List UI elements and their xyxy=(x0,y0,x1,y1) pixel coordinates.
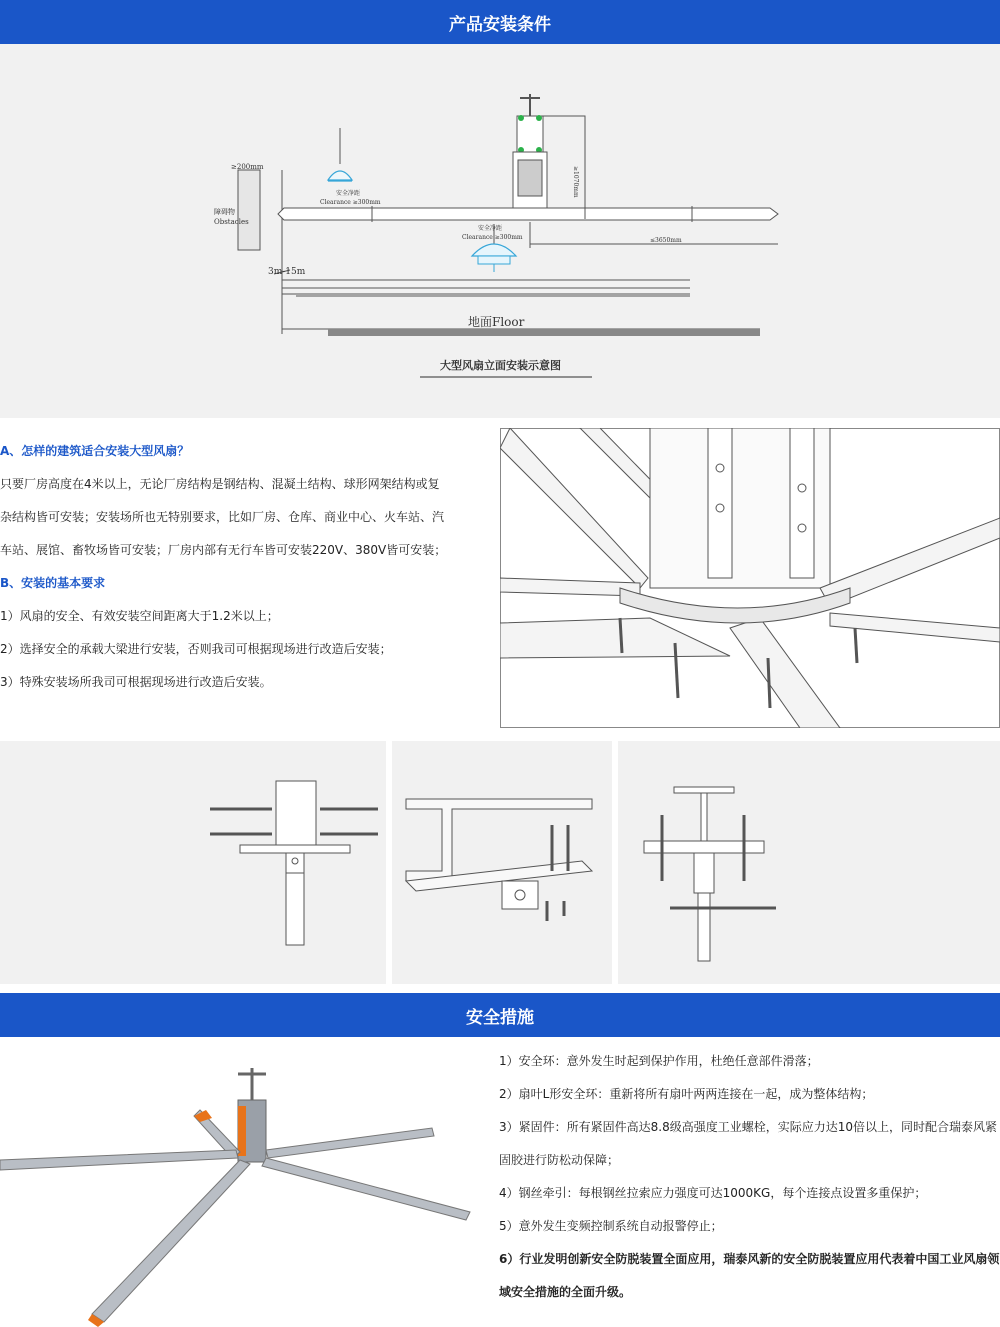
section-title: 产品安装条件 xyxy=(449,14,551,35)
section-title: 安全措施 xyxy=(466,1007,534,1028)
lamp-clearance-en: Clearance ≥300mm xyxy=(320,199,381,206)
safety-line: 6）行业发明创新安全防脱装置全面应用，瑞泰风新的安全防脱装置应用代表着中国工业风扇领 xyxy=(499,1252,1000,1266)
hub-closeup-image xyxy=(500,428,1000,728)
safety-line: 2）扇叶L形安全环：重新将所有扇叶两两连接在一起，成为整体结构； xyxy=(499,1087,874,1101)
req-line: 1）风扇的安全、有效安装空间距离大于1.2米以上； xyxy=(0,609,279,623)
height-range-label: 3m-15m xyxy=(268,267,306,277)
fan-clearance-en: Clearance ≥300mm xyxy=(462,234,523,241)
safety-line: 3）紧固件：所有紧固件高达8.8级高强度工业螺栓，实际应力达10倍以上，同时配合瑞泰风紧 xyxy=(499,1120,997,1134)
req-line: 3）特殊安装场所我司可根据现场进行改造后安装。 xyxy=(0,675,272,689)
req-line: 只要厂房高度在4米以上，无论厂房结构是钢结构、混凝土结构、球形网架结构或复 xyxy=(0,477,440,491)
safety-line: 5）意外发生变频控制系统自动报警停止； xyxy=(499,1219,723,1233)
safety-line: 固胶进行防松动保障； xyxy=(499,1153,620,1167)
obstacle-en-label: Obstacles xyxy=(214,218,249,226)
section-banner-install xyxy=(0,0,1000,44)
horizontal-dimension: ≤3650mm xyxy=(650,237,682,244)
elevation-diagram-panel xyxy=(0,44,1000,418)
diagram-caption: 大型风扇立面安装示意图 xyxy=(440,360,561,372)
vertical-dimension: ≥1070mm xyxy=(572,166,579,198)
ground-label: 地面Floor xyxy=(468,315,525,329)
mount-image-1 xyxy=(0,741,386,984)
safety-line: 域安全措施的全面升级。 xyxy=(499,1285,632,1299)
elevation-diagram xyxy=(0,44,1000,418)
safety-line: 4）钢丝牵引：每根钢丝拉索应力强度可达1000KG，每个连接点设置多重保护； xyxy=(499,1186,927,1200)
obstacle-cn-label: 障碍物 xyxy=(214,208,235,216)
req-line: 车站、展馆、畜牧场皆可安装；厂房内部有无行车皆可安装220V、380V皆可安装； xyxy=(0,543,447,557)
req-line: A、怎样的建筑适合安装大型风扇？ xyxy=(0,444,190,458)
mount-image-2 xyxy=(392,741,612,984)
req-line: 杂结构皆可安装；安装场所也无特别要求，比如厂房、仓库、商业中心、火车站、汽 xyxy=(0,510,445,524)
fan-clearance-cn: 安全净距 xyxy=(478,225,503,232)
install-requirements xyxy=(0,435,446,699)
obstacle-clearance-label: ≥200mm xyxy=(231,163,264,171)
mount-image-3 xyxy=(618,741,1000,984)
lamp-clearance-cn: 安全净距 xyxy=(336,190,361,197)
fan-photo xyxy=(0,1040,480,1327)
section-banner-safety xyxy=(0,993,1000,1037)
req-line: 2）选择安全的承载大梁进行安装，否则我司可根据现场进行改造后安装； xyxy=(0,642,392,656)
safety-line: 1）安全环：意外发生时起到保护作用，杜绝任意部件滑落； xyxy=(499,1054,819,1068)
safety-measures xyxy=(499,1045,999,1309)
req-line: B、安装的基本要求 xyxy=(0,576,106,590)
